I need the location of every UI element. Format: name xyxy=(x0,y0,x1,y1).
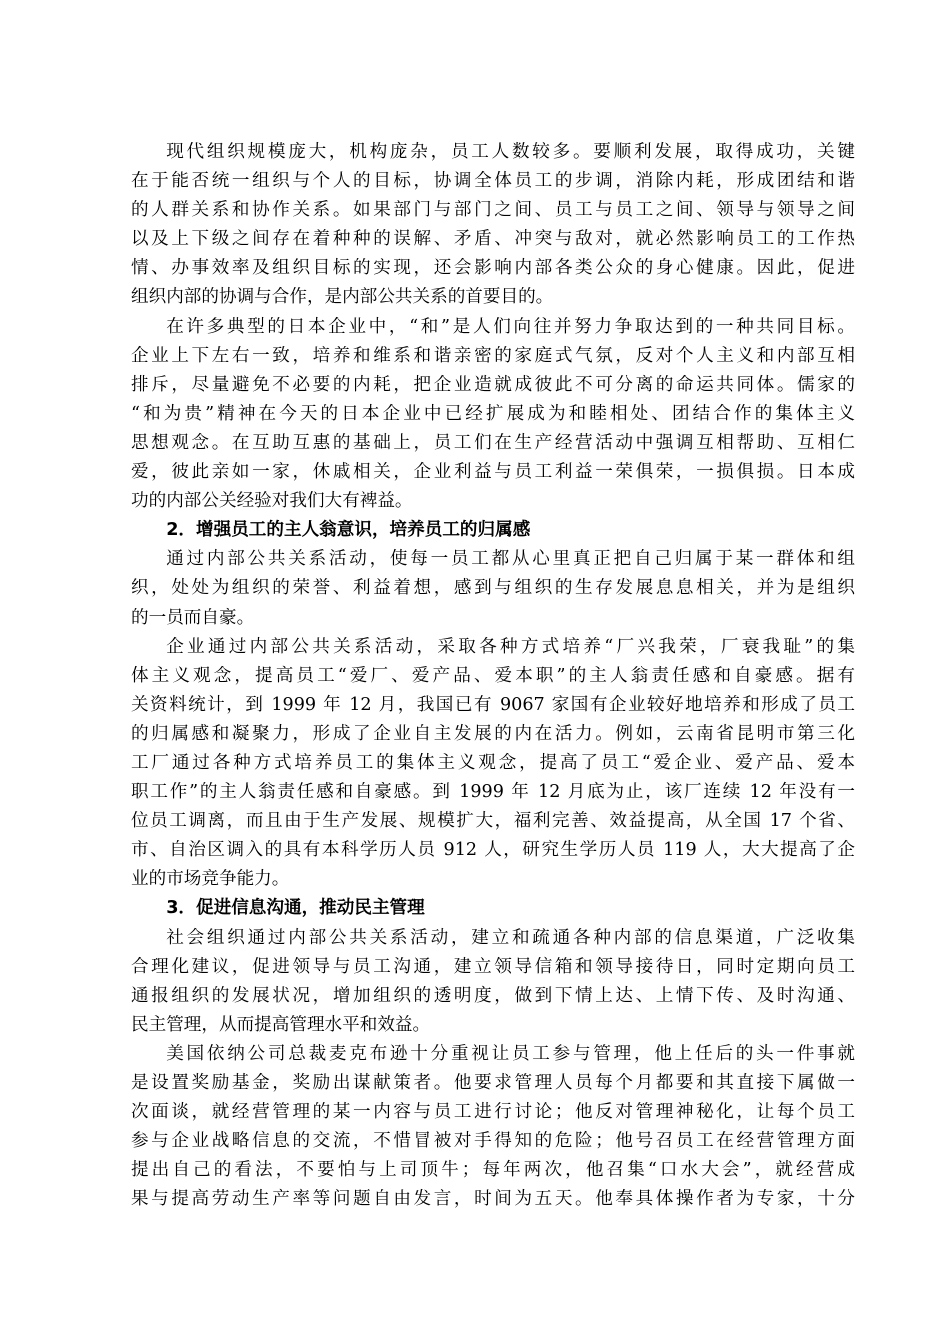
paragraph-line: 以及上下级之间存在着种种的误解、矛盾、冲突与敌对，就必然影响员工的工作热 xyxy=(131,229,855,250)
document-body xyxy=(131,138,855,1214)
paragraph-line: 工厂通过各种方式培养员工的集体主义观念，提高了员工“爱企业、爱产品、爱本 xyxy=(131,752,855,773)
paragraph-line: 现代组织规模庞大，机构庞杂，员工人数较多。要顺利发展，取得成功，关键 xyxy=(166,142,855,162)
paragraph-line: 次面谈，就经营管理的某一内容与员工进行讨论；他反对管理神秘化，让每个员工 xyxy=(131,1102,855,1123)
paragraph-line: 职工作”的主人翁责任感和自豪感。到 1999 年 12 月底为止，该厂连续 12 年没有一 xyxy=(131,782,855,803)
paragraph xyxy=(131,633,855,895)
paragraph xyxy=(131,545,855,632)
paragraph-line: 市、自治区调入的具有本科学历人员 912 人，研究生学历人员 119 人，大大提高了企 xyxy=(131,840,855,861)
paragraph-line: 业的市场竞争能力。 xyxy=(131,869,290,890)
paragraph xyxy=(131,924,855,1040)
paragraph-line: 思想观念。在互助互惠的基础上，员工们在生产经营活动中强调互相帮助、互相仁 xyxy=(131,432,855,453)
paragraph xyxy=(131,1040,855,1215)
paragraph-line: 提出自己的看法，不要怕与上司顶牛；每年两次，他召集“口水大会”，就经营成 xyxy=(131,1160,855,1181)
paragraph-line: 爱，彼此亲如一家，休戚相关，企业利益与员工利益一荣俱荣，一损俱损。日本成 xyxy=(131,462,855,483)
paragraph-line: 通过内部公共关系活动，使每一员工都从心里真正把自己归属于某一群体和组 xyxy=(166,549,855,570)
paragraph-line: 在许多典型的日本企业中，“和”是人们向往并努力争取达到的一种共同目标。 xyxy=(166,316,855,337)
paragraph-line: 民主管理，从而提高管理水平和效益。 xyxy=(131,1014,431,1035)
paragraph-line: 情、办事效率及组织目标的实现，还会影响内部各类公众的身心健康。因此，促进 xyxy=(131,258,855,279)
paragraph-line: 通报组织的发展状况，增加组织的透明度，做到下情上达、上情下传、及时沟通、 xyxy=(131,985,855,1006)
paragraph-line: 体主义观念，提高员工“爱厂、爱产品、爱本职”的主人翁责任感和自豪感。据有 xyxy=(131,665,855,686)
paragraph-line: 企业上下左右一致，培养和维系和谐亲密的家庭式气氛，反对个人主义和内部互相 xyxy=(131,345,855,366)
paragraph-line: 位员工调离，而且由于生产发展、规模扩大，福利完善、效益提高，从全国 17 个省、 xyxy=(131,811,855,832)
paragraph-line: 功的内部公关经验对我们大有裨益。 xyxy=(131,491,413,512)
paragraph-line: 的人群关系和协作关系。如果部门与部门之间、员工与员工之间、领导与领导之间 xyxy=(131,200,855,221)
paragraph-line: “和为贵”精神在今天的日本企业中已经扩展成为和睦相处、团结合作的集体主义 xyxy=(131,403,855,424)
paragraph-line: 社会组织通过内部公共关系活动，建立和疏通各种内部的信息渠道，广泛收集 xyxy=(166,927,855,948)
paragraph-line: 企业通过内部公共关系活动，采取各种方式培养“厂兴我荣，厂衰我耻”的集 xyxy=(166,636,855,657)
section-heading: 2．增强员工的主人翁意识，培养员工的归属感 xyxy=(166,520,531,541)
paragraph-line: 在于能否统一组织与个人的目标，协调全体员工的步调，消除内耗，形成团结和谐 xyxy=(131,171,855,192)
paragraph-line: 参与企业战略信息的交流，不惜冒被对手得知的危险；他号召员工在经营管理方面 xyxy=(131,1131,855,1152)
paragraph-line: 组织内部的协调与合作，是内部公共关系的首要目的。 xyxy=(131,287,554,308)
section-heading: 3．促进信息沟通，推动民主管理 xyxy=(166,898,425,919)
paragraph-line: 果与提高劳动生产率等问题自由发言，时间为五天。他奉具体操作者为专家，十分 xyxy=(131,1189,855,1210)
paragraph xyxy=(131,313,855,517)
paragraph-line: 美国依纳公司总裁麦克布逊十分重视让员工参与管理，他上任后的头一件事就 xyxy=(166,1043,855,1064)
paragraph-line: 合理化建议，促进领导与员工沟通，建立领导信箱和领导接待日，同时定期向员工 xyxy=(131,956,855,977)
paragraph-line: 的一员而自豪。 xyxy=(131,607,255,628)
paragraph-line: 织，处处为组织的荣誉、利益着想，感到与组织的生存发展息息相关，并为是组织 xyxy=(131,578,855,599)
paragraph-line: 关资料统计，到 1999 年 12 月，我国已有 9067 家国有企业较好地培养和形成了员工 xyxy=(131,694,855,715)
paragraph-line: 的归属感和凝聚力，形成了企业自主发展的内在活力。例如，云南省昆明市第三化 xyxy=(131,723,855,744)
paragraph xyxy=(131,138,855,313)
paragraph-line: 排斥，尽量避免不必要的内耗，把企业造就成彼此不可分离的命运共同体。儒家的 xyxy=(131,374,855,395)
paragraph-line: 是设置奖励基金，奖励出谋献策者。他要求管理人员每个月都要和其直接下属做一 xyxy=(131,1073,855,1093)
